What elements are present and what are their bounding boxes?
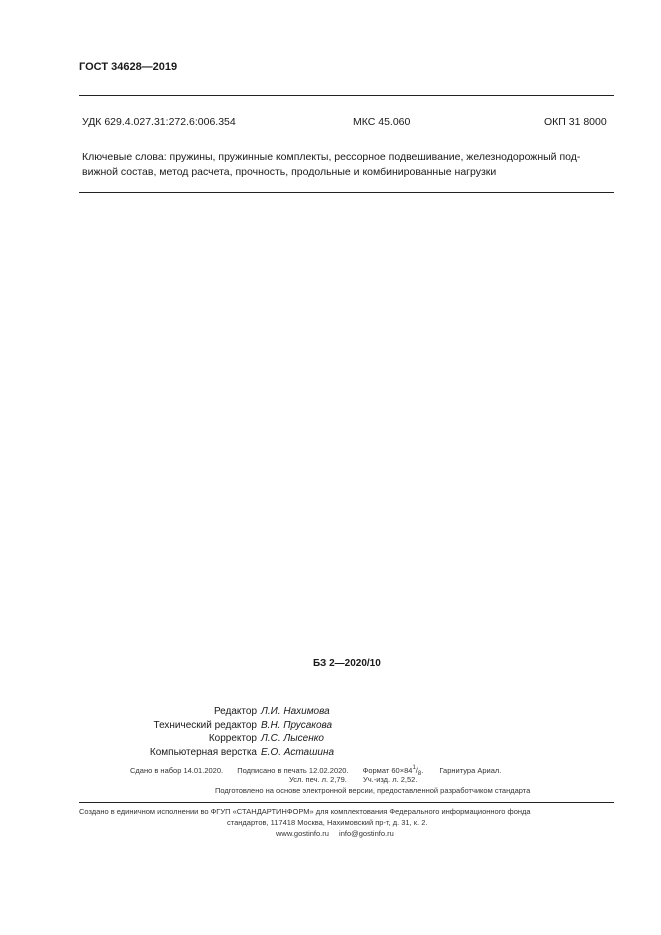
- okp-code: ОКП 31 8000: [544, 116, 607, 128]
- imprint-line-2: [289, 775, 417, 784]
- footer-divider: [79, 802, 614, 803]
- footer-line-2: стандартов, 117418 Москва, Нахимовский пр-т, д. 31, к. 2.: [227, 818, 428, 827]
- credits-block: [75, 705, 334, 759]
- credit-role: Корректор: [208, 733, 257, 744]
- credit-name: В.Н. Прусакова: [261, 719, 333, 731]
- credit-editor: [75, 705, 334, 719]
- credit-tech-editor: [75, 719, 334, 733]
- keywords-line-2: вижной состав, метод расчета, прочность, продольные и комбинированные нагрузки: [82, 166, 497, 178]
- credit-name: Л.С. Лысенко: [261, 733, 324, 744]
- keywords-block: [82, 150, 580, 180]
- credit-name: Е.О. Асташина: [261, 746, 335, 758]
- top-divider: [79, 95, 614, 96]
- footer-contacts: [276, 829, 394, 838]
- imprint-submitted: Сдано в набор 14.01.2020.: [130, 766, 224, 775]
- imprint-signed: Подписано в печать 12.02.2020.: [237, 766, 349, 775]
- document-header: ГОСТ 34628—2019: [79, 61, 178, 73]
- credit-role: Компьютерная верстка: [149, 746, 257, 758]
- credit-role: Технический редактор: [153, 719, 257, 731]
- imprint-format: Формат $60\times 84^1/_8$.: [362, 765, 424, 777]
- imprint-basis: Подготовлено на основе электронной версии, предоставленной разработчиком стандарта: [215, 786, 531, 795]
- footer-email-link[interactable]: info@gostinfo.ru: [339, 829, 394, 838]
- footer-line-1: Создано в единичном исполнении во ФГУП «СТАНДАРТИНФОРМ» для комплектования Федерального информационного фонда: [79, 807, 531, 816]
- keywords-line-1: Ключевые слова: пружины, пружинные комплекты, рессорное подвешивание, железнодорожный под-: [82, 151, 581, 163]
- credit-role: Редактор: [213, 706, 257, 717]
- imprint-font: Гарнитура Ариал.: [439, 766, 502, 775]
- credit-corrector: [75, 732, 334, 746]
- bz-number: БЗ 2—2020/10: [313, 658, 381, 669]
- credit-name: Л.И. Нахимова: [261, 706, 330, 717]
- credit-layout: [75, 746, 334, 760]
- imprint-print-sheets: Усл. печ. л. 2,79.: [289, 775, 347, 784]
- keywords-divider: [79, 192, 614, 193]
- udc-code: УДК 629.4.027.31:272.6:006.354: [82, 116, 236, 128]
- mks-code: МКС 45.060: [353, 116, 411, 128]
- footer-site-link[interactable]: www.gostinfo.ru: [276, 829, 329, 838]
- imprint-pub-sheets: Уч.-изд. л. 2,52.: [362, 775, 418, 784]
